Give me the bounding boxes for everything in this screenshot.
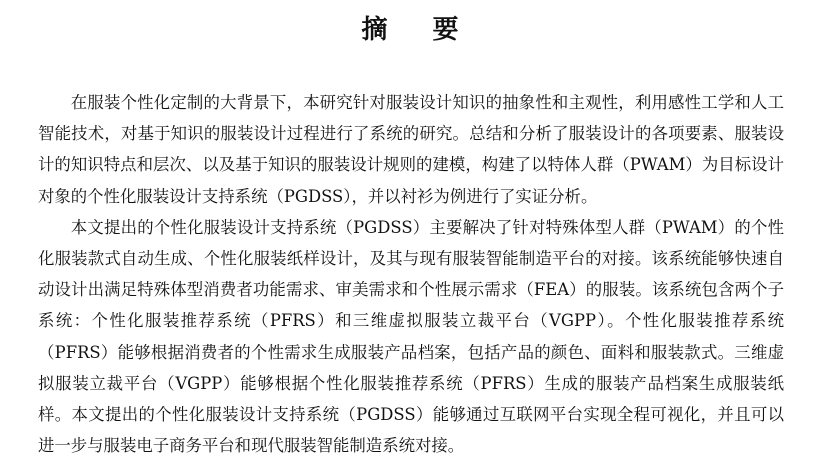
- abstract-title: 摘 要: [361, 15, 477, 45]
- abstract-paragraph-2: 本文提出的个性化服装设计支持系统（PGDSS）主要解决了针对特殊体型人群（PWAM）的个性化服装款式自动生成、个性化服装纸样设计，及其与现有服装智能制造平台的对接。该系统能够快速自动设计出满足特殊体型消费者功能需求、审美需求和个性展示需求（FEA）的服装。该系统包含两个子系统：个性化服装推荐系统（PFRS）和三维虚拟服装立裁平台（VGPP）。个性化服装推荐系统（PFRS）能够根据消费者的个性需求生成服装产品档案，包括产品的颜色、面料和服装款式。三维虚拟服装立裁平台（VGPP）能够根据个性化服装推荐系统（PFRS）生成的服装产品档案生成服装纸样。本文提出的个性化服装设计支持系统（PGDSS）能够通过互联网平台实现全程可视化，并且可以进一步与服装电子商务平台和现代服装智能制造系统对接。: [38, 217, 784, 456]
- abstract-paragraph-1: 在服装个性化定制的大背景下，本研究针对服装设计知识的抽象性和主观性，利用感性工学和人工智能技术，对基于知识的服装设计过程进行了系统的研究。总结和分析了服装设计的各项要素、服装设计的知识特点和层次、以及基于知识的服装设计规则的建模，构建了以特体人群（PWAM）为目标设计对象的个性化服装设计支持系统（PGDSS），并以衬衫为例进行了实证分析。: [38, 93, 784, 206]
- abstract-body: [38, 87, 784, 461]
